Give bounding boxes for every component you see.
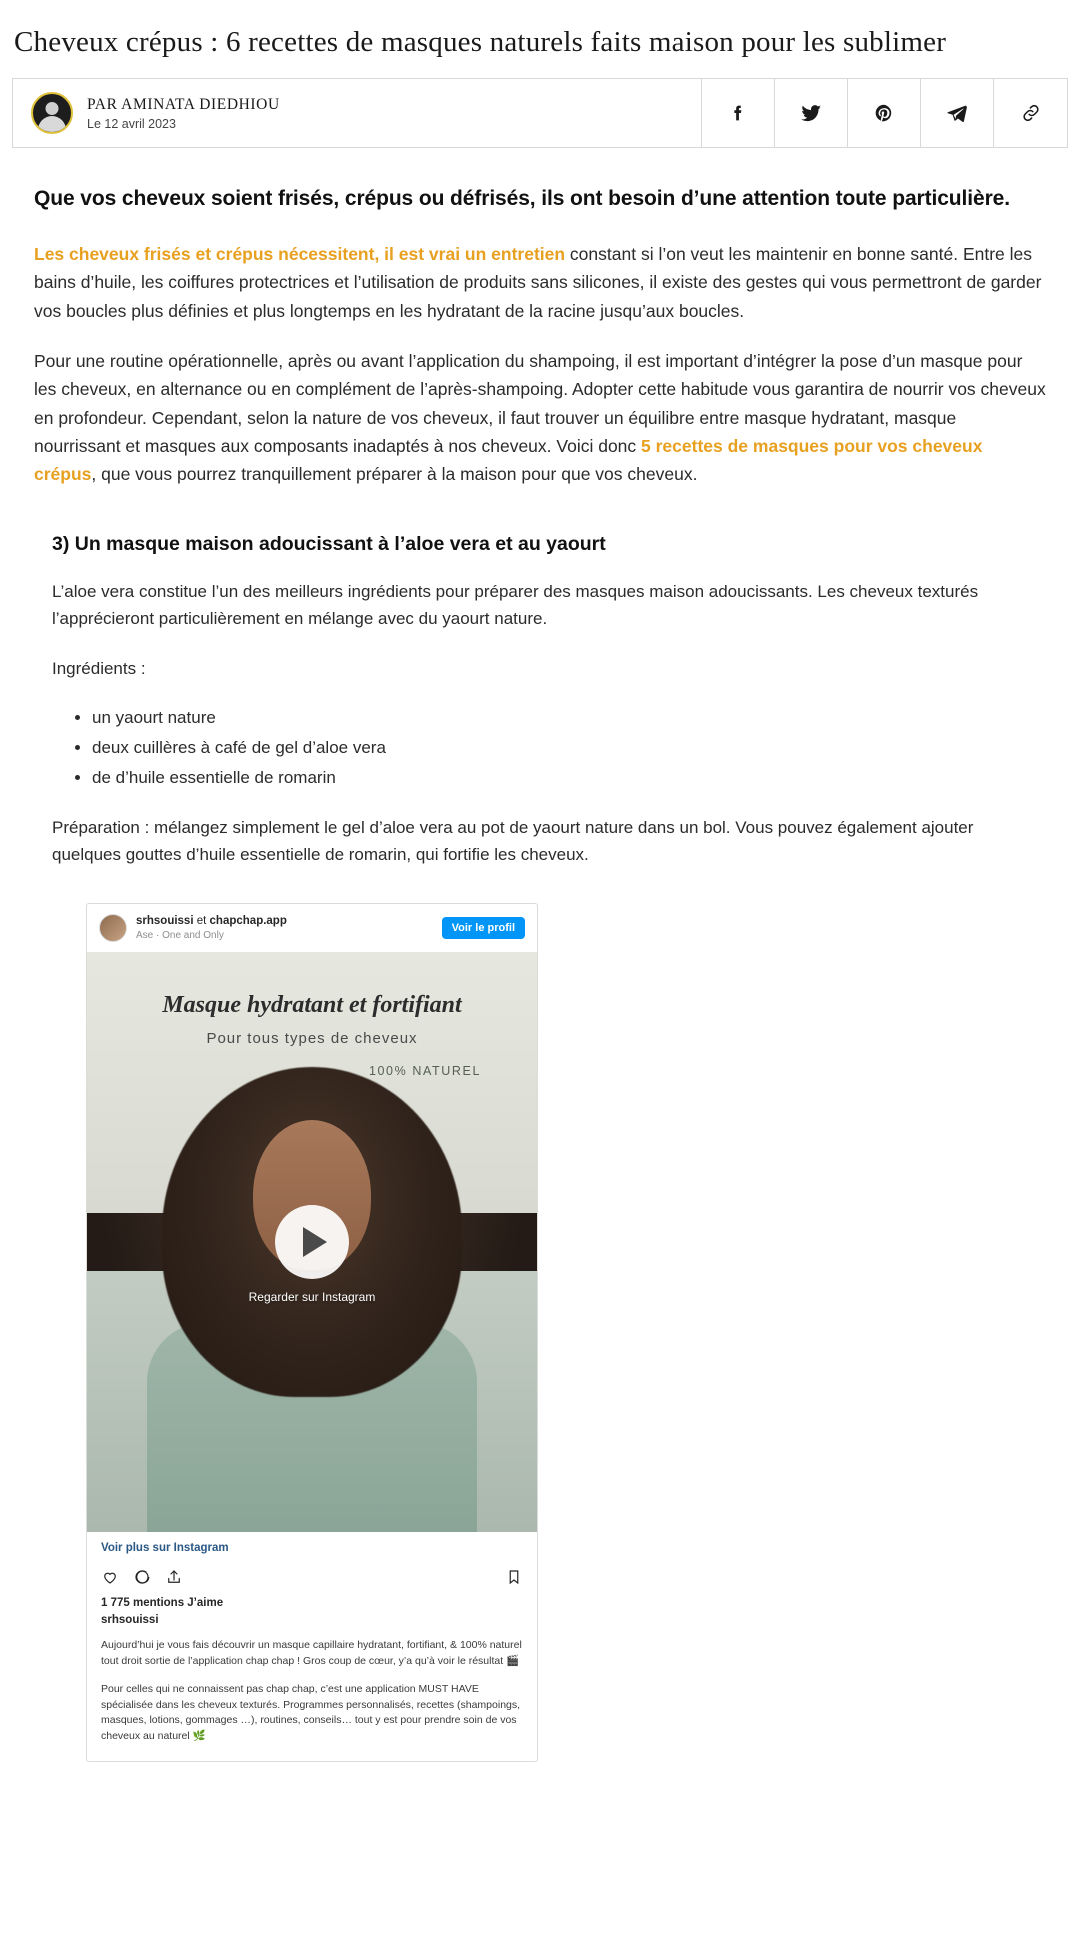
instagram-caption-paragraph-2: Pour celles qui ne connaissent pas chap chap, c’est une application MUST HAVE spécialisée dans les cheveux texturés. Programmes personnalisés, recettes (shampoings, masques, lotions, gommages …), routines, conseils… tout y est pour prendre soin de vos cheveux au naturel 🌿 [101, 1682, 521, 1743]
instagram-poster-name[interactable]: srhsouissi [101, 1614, 159, 1627]
comment-icon[interactable] [133, 1568, 151, 1589]
instagram-action-bar [87, 1562, 537, 1591]
section-intro: L’aloe vera constitue l’un des meilleurs ingrédients pour préparer des masques maison adoucissants. Les cheveux texturés l’apprécieront particulièrement en mélange avec du yaourt nature. [52, 581, 979, 629]
byline-author: PAR AMINATA DIEDHIOU [87, 95, 280, 113]
preparation-text: Préparation : mélangez simplement le gel d’aloe vera au pot de yaourt nature dans un bol. Vous pouvez également ajouter quelques gouttes d’huile essentielle de romarin, qui fortifie les cheveux. [52, 817, 974, 865]
thumbnail-overlay-title: Masque hydratant et fortifiant [162, 992, 462, 1019]
instagram-account-primary[interactable]: srhsouissi [136, 914, 194, 927]
article-page [0, 24, 1080, 1762]
byline-bar [12, 78, 1068, 148]
facebook-share-button[interactable] [702, 79, 775, 147]
thumbnail-overlay-subtitle: Pour tous types de cheveux [206, 1030, 418, 1048]
twitter-icon [799, 101, 823, 125]
watch-on-instagram-label[interactable]: Regarder sur Instagram [248, 1290, 376, 1305]
inline-highlight-link-2[interactable]: 5 recettes de masques pour vos cheveux crépus [34, 436, 983, 485]
play-button[interactable] [275, 1205, 349, 1279]
byline-author-block [13, 79, 702, 147]
section-heading: 3) Un masque maison adoucissant à l’aloe vera et au yaourt [52, 532, 606, 555]
share-icon[interactable] [165, 1568, 183, 1589]
page-title: Cheveux crépus : 6 recettes de masques naturels faits maison pour les sublimer [14, 26, 947, 58]
paragraph-2-part2: , que vous pourrez tranquillement préparer à la maison pour que vos cheveux. [91, 464, 698, 485]
thumbnail-overlay-badge: 100% NATUREL [368, 1064, 481, 1079]
telegram-share-button[interactable] [921, 79, 994, 147]
instagram-view-profile-button[interactable]: Voir le profil [442, 917, 525, 939]
instagram-embed-header [87, 904, 537, 953]
share-buttons [702, 79, 1067, 147]
byline-date: Le 12 avril 2023 [87, 116, 176, 131]
instagram-video-thumbnail[interactable] [87, 952, 537, 1532]
instagram-caption-paragraph-1: Aujourd’hui je vous fais découvrir un masque capillaire hydratant, fortifiant, & 100% naturel tout droit sortie de l’application chap chap ! Gros coup de cœur, y’a qu’à voir le résultat 🎬 [101, 1639, 522, 1668]
instagram-account-connector: et [196, 914, 207, 927]
pinterest-icon [873, 102, 895, 124]
instagram-caption [87, 1626, 537, 1761]
ingredients-list [52, 704, 1046, 791]
facebook-icon [727, 102, 749, 124]
list-item: • deux cuillères à café de gel d’aloe vera [92, 734, 1046, 762]
view-more-on-instagram-link[interactable]: Voir plus sur Instagram [101, 1542, 229, 1555]
paragraph-1 [34, 240, 1046, 325]
instagram-account-line [136, 914, 433, 928]
paragraph-1-rest: constant si l’on veut les maintenir en bonne santé. Entre les bains d’huile, les coiffures protectrices et l’utilisation de produits sans silicones, il existe des gestes qui vous permettront de garder vos boucles plus définies et plus longtemps en les hydratant de la racine jusqu’aux boucles. [34, 244, 1042, 321]
bookmark-icon[interactable] [505, 1568, 523, 1589]
copy-link-button[interactable] [994, 79, 1067, 147]
pinterest-share-button[interactable] [848, 79, 921, 147]
twitter-share-button[interactable] [775, 79, 848, 147]
heart-icon[interactable] [101, 1568, 119, 1589]
telegram-icon [945, 101, 969, 125]
instagram-avatar [99, 914, 127, 942]
list-item: • un yaourt nature [92, 704, 1046, 732]
instagram-audio-label: Ase · One and Only [136, 929, 224, 941]
article-body [12, 184, 1068, 1762]
ingredients-label: Ingrédients : [52, 658, 146, 678]
link-icon [1020, 102, 1042, 124]
inline-highlight-link[interactable]: Les cheveux frisés et crépus nécessitent, il est vrai un entretien [34, 244, 566, 265]
instagram-account-secondary[interactable]: chapchap.app [209, 914, 287, 927]
paragraph-2 [34, 347, 1046, 489]
instagram-like-count: 1 775 mentions J’aime [101, 1597, 224, 1610]
lead-paragraph: Que vos cheveux soient frisés, crépus ou défrisés, ils ont besoin d’une attention toute particulière. [34, 187, 1010, 211]
instagram-embed [86, 903, 538, 1762]
paragraph-2-part1: Pour une routine opérationnelle, après ou avant l’application du shampoing, il est important d’intégrer la pose d’un masque pour les cheveux, en alternance ou en complément de l’après-shampoing. Adopter cette habitude vous garantira de nourrir vos cheveux en profondeur. Cependant, selon la nature de vos cheveux, il faut trouver un équilibre entre masque hydratant, masque nourrissant et masques aux composants inadaptés à nos cheveux. Voici donc [34, 351, 1046, 457]
avatar [31, 92, 73, 134]
list-item: • de d’huile essentielle de romarin [92, 764, 1046, 792]
